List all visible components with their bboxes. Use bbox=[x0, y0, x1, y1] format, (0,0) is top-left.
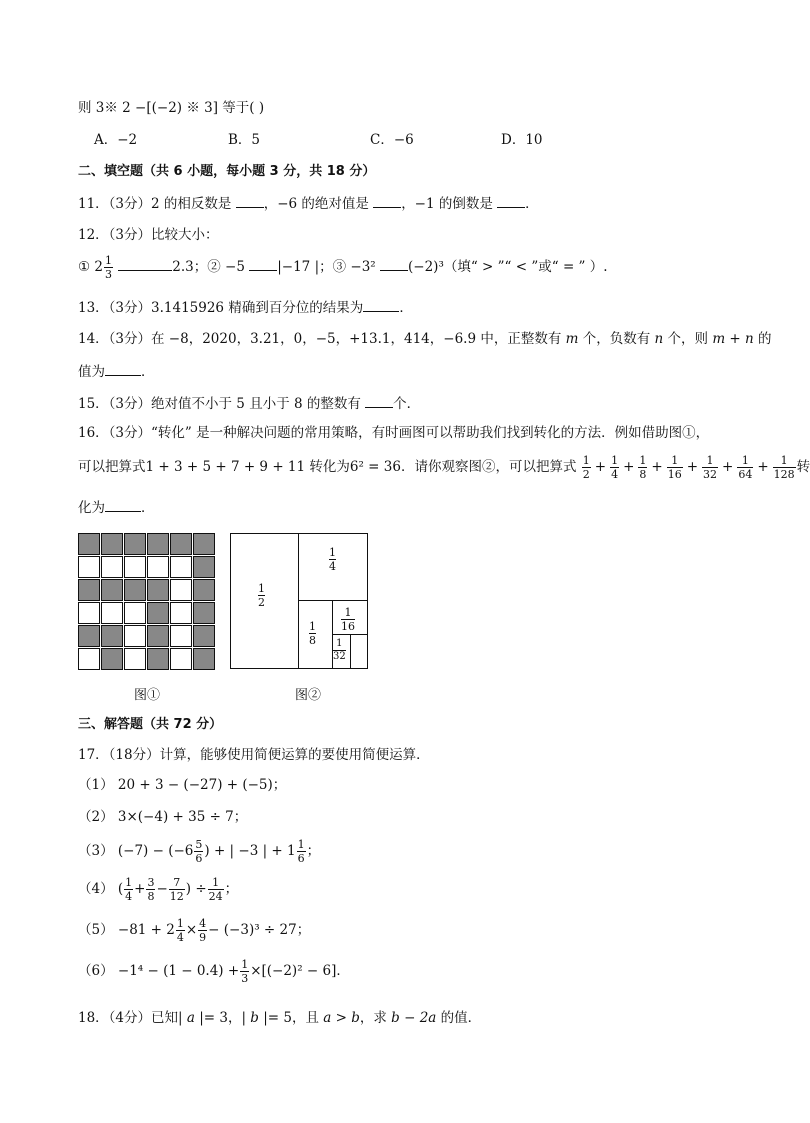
q16-plus-sign: + bbox=[686, 459, 699, 475]
grid-cell-shaded bbox=[193, 602, 215, 624]
q17-p3-frac2: $\frac{1}{6}$ bbox=[297, 838, 305, 865]
grid-cell-white bbox=[170, 579, 192, 601]
option-a[interactable]: A．−2 bbox=[94, 132, 138, 148]
q16-line3 bbox=[78, 497, 155, 518]
grid-cell-white bbox=[124, 648, 146, 670]
q17-part6: （6） −1⁴ − (1 − 0.4) + $\frac{1}{3}$ ×[(−2)² − 6]． bbox=[78, 958, 350, 985]
q11-text-c: ，−1 的倒数是 bbox=[401, 196, 498, 212]
grid-cell-shaded bbox=[101, 533, 123, 555]
grid-cell-white bbox=[101, 602, 123, 624]
grid-cell-white bbox=[170, 556, 192, 578]
section2-title: 二、填空题（共 6 小题，每小题 3 分，共 18 分） bbox=[78, 164, 376, 179]
q16-frac-4: $\frac{1}{4}$ bbox=[611, 454, 619, 481]
fig2-remaining-box bbox=[350, 634, 368, 669]
grid-cell-white bbox=[147, 556, 169, 578]
grid-cell-white bbox=[124, 625, 146, 647]
q12-blank-2[interactable] bbox=[249, 256, 277, 271]
q16-frac-32: $\frac{1}{32}$ bbox=[703, 454, 718, 481]
grid-cell-shaded bbox=[147, 625, 169, 647]
grid-cell-shaded bbox=[193, 648, 215, 670]
q11-text-a: 11．（3分）2 的相反数是 bbox=[78, 196, 236, 212]
q12-text-a: ① 2 bbox=[78, 259, 103, 275]
grid-cell-shaded bbox=[101, 648, 123, 670]
q13 bbox=[78, 297, 413, 318]
grid-cell-shaded bbox=[193, 533, 215, 555]
option-d[interactable]: D．10 bbox=[501, 132, 543, 148]
fig2-label-sixteenth: 1 16 bbox=[341, 606, 355, 633]
grid-cell-shaded bbox=[101, 579, 123, 601]
q17-p3-frac1: $\frac{5}{6}$ bbox=[195, 838, 203, 865]
q14-text-f: ． bbox=[141, 364, 155, 380]
q16-frac-16: $\frac{1}{16}$ bbox=[667, 454, 682, 481]
q15-blank[interactable] bbox=[365, 393, 393, 408]
figure-2-squares bbox=[230, 533, 368, 669]
grid-cell-shaded bbox=[147, 533, 169, 555]
q16-plus-sign: + bbox=[594, 459, 607, 475]
q16-frac-8: $\frac{1}{8}$ bbox=[639, 454, 647, 481]
q16-plus-sign: + bbox=[722, 459, 734, 475]
q17-p4-frac4: $\frac{1}{24}$ bbox=[208, 876, 223, 903]
q16-blank[interactable] bbox=[105, 497, 141, 512]
q17-part2: （2） 3×(−4) + 35 ÷ 7； bbox=[78, 809, 248, 825]
q16-frac-64: $\frac{1}{64}$ bbox=[738, 454, 753, 481]
q17-p4-frac2: $\frac{3}{8}$ bbox=[147, 876, 155, 903]
q13-text-a: 13．（3分）3.1415926 精确到百分位的结果为 bbox=[78, 300, 364, 316]
q14-text-b: 个，负数有 bbox=[578, 331, 655, 347]
grid-cell-shaded bbox=[78, 533, 100, 555]
q16-plus-sign: + bbox=[623, 459, 635, 475]
grid-cell-shaded bbox=[170, 533, 192, 555]
figure-1-grid bbox=[78, 533, 216, 671]
q16-plus-sign: + bbox=[651, 459, 663, 475]
q11-text-b: ，−6 的绝对值是 bbox=[263, 196, 374, 212]
q14-line1 bbox=[78, 329, 772, 349]
q16-text-b: 化为 bbox=[78, 500, 105, 516]
q18-var-b: b bbox=[250, 1010, 259, 1026]
q14-text-a: 14．（3分）在 −8，2020，3.21，0，−5，+13.1，414，−6.9 中，正整数有 bbox=[78, 331, 566, 347]
q12-text-b: 2.3；② −5 bbox=[172, 259, 250, 275]
q11-blank-2[interactable] bbox=[373, 193, 401, 208]
q11-blank-1[interactable] bbox=[236, 193, 264, 208]
option-b[interactable]: B．5 bbox=[228, 132, 261, 148]
q17-part5: （5） −81 + 2 $\frac{1}{4}$ × $\frac{4}{9}$ − (−3)³ ÷ 27； bbox=[78, 917, 311, 944]
section3-title: 三、解答题（共 72 分） bbox=[78, 717, 223, 732]
q13-blank[interactable] bbox=[363, 297, 399, 312]
q12-blank-3[interactable] bbox=[380, 256, 408, 271]
q16-line2 bbox=[78, 448, 810, 486]
grid-cell-white bbox=[170, 602, 192, 624]
grid-cell-shaded bbox=[193, 579, 215, 601]
q16-frac-128: $\frac{1}{128}$ bbox=[773, 454, 795, 481]
q10-options bbox=[78, 130, 718, 150]
q16-series bbox=[581, 454, 797, 481]
grid-cell-shaded bbox=[124, 579, 146, 601]
q16-plus-sign: + bbox=[757, 459, 769, 475]
q17-part4: （4） ( $\frac{1}{4}$ + $\frac{3}{8}$ − $\frac{7}{12}$ ) ÷ $\frac{1}{24}$ ； bbox=[78, 876, 239, 903]
grid-cell-shaded bbox=[101, 625, 123, 647]
grid-cell-white bbox=[101, 556, 123, 578]
grid-cell-shaded bbox=[78, 579, 100, 601]
q15-text-b: 个． bbox=[393, 396, 421, 412]
q17-p4-frac1: $\frac{1}{4}$ bbox=[125, 876, 133, 903]
q18: 18．（4分）已知| a |= 3，| b |= 5，且 a > b，求 b − 2a 的值． bbox=[78, 1010, 482, 1026]
q16-text-tail: 转 bbox=[796, 459, 810, 475]
q12-text-c: |−17 |；③ −3² bbox=[277, 259, 381, 275]
figure-2-caption: 图② bbox=[295, 688, 322, 703]
grid-cell-white bbox=[78, 648, 100, 670]
q17-part1: （1） 20 + 3 − (−27) + (−5)； bbox=[78, 777, 287, 793]
q14-var-n: n bbox=[654, 331, 664, 347]
q14-expr: m + n bbox=[712, 331, 754, 347]
q12-blank-1[interactable] bbox=[118, 256, 172, 271]
q14-text-e: 值为 bbox=[78, 364, 105, 380]
q17-part3: （3） (−7) − (−6 $\frac{5}{6}$ ) + | −3 | + 1 $\frac{1}{6}$ ； bbox=[78, 838, 321, 865]
grid-cell-white bbox=[78, 602, 100, 624]
q18-var-a: a bbox=[186, 1010, 195, 1026]
grid-cell-shaded bbox=[193, 556, 215, 578]
fig2-label-half: 1 2 bbox=[258, 582, 265, 609]
grid-cell-shaded bbox=[147, 648, 169, 670]
option-c[interactable]: C．−6 bbox=[370, 132, 414, 148]
grid-cell-white bbox=[170, 625, 192, 647]
grid-cell-shaded bbox=[78, 625, 100, 647]
grid-cell-shaded bbox=[147, 602, 169, 624]
fig2-label-eighth: 1 8 bbox=[309, 620, 316, 647]
grid-cell-shaded bbox=[124, 533, 146, 555]
figure-1-caption: 图① bbox=[134, 688, 161, 703]
grid-cell-white bbox=[170, 648, 192, 670]
q13-text-b: ． bbox=[399, 300, 413, 316]
q12-body bbox=[78, 252, 608, 282]
q12-fraction: $\frac{1}{3}$ bbox=[104, 254, 112, 281]
q14-blank[interactable] bbox=[105, 361, 141, 376]
grid-cell-shaded bbox=[147, 579, 169, 601]
q16-text-a: 可以把算式1 + 3 + 5 + 7 + 9 + 11 转化为6² = 36．请你观察图②，可以把算式 bbox=[78, 459, 577, 475]
q14-var-m: m bbox=[565, 331, 579, 347]
q14-line2 bbox=[78, 361, 155, 382]
fig2-label-quarter: 1 4 bbox=[329, 546, 336, 573]
grid-cell-shaded bbox=[193, 625, 215, 647]
q16-frac-2: $\frac{1}{2}$ bbox=[582, 454, 590, 481]
q11-blank-3[interactable] bbox=[497, 193, 525, 208]
q17-title: 17．（18分）计算，能够使用简便运算的要使用简便运算． bbox=[78, 747, 430, 763]
q18-expression: b − 2a bbox=[391, 1010, 437, 1026]
q17-p5-frac1: $\frac{1}{4}$ bbox=[176, 917, 184, 944]
q16-line1: 16．（3分）“转化” 是一种解决问题的常用策略，有时画图可以帮助我们找到转化的方法．例如借助图①， bbox=[78, 425, 710, 441]
q14-text-c: 个，则 bbox=[663, 331, 713, 347]
q17-p5-frac2: $\frac{4}{9}$ bbox=[199, 917, 207, 944]
grid-cell-white bbox=[124, 602, 146, 624]
q14-text-d: 的 bbox=[753, 331, 772, 347]
q15 bbox=[78, 393, 420, 414]
q11 bbox=[78, 193, 539, 214]
q18-condition: a > b bbox=[323, 1010, 360, 1026]
q12-title: 12．（3分）比较大小： bbox=[78, 227, 219, 243]
q16-text-c: ． bbox=[141, 500, 155, 516]
grid-cell-white bbox=[78, 556, 100, 578]
q11-text-d: ． bbox=[525, 196, 539, 212]
fig2-label-thirtysecond: 1 32 bbox=[333, 638, 346, 662]
q12-text-d: (−2)³（填“ > ”“ < ”或“ = ” ）. bbox=[408, 259, 608, 275]
q15-text-a: 15．（3分）绝对值不小于 5 且小于 8 的整数有 bbox=[78, 396, 366, 412]
q10-stem: 则 3※ 2 −[(−2) ※ 3] 等于( ) bbox=[78, 100, 265, 116]
q17-p4-frac3: $\frac{7}{12}$ bbox=[169, 876, 184, 903]
q17-p6-frac1: $\frac{1}{3}$ bbox=[241, 958, 249, 985]
grid-cell-white bbox=[124, 556, 146, 578]
